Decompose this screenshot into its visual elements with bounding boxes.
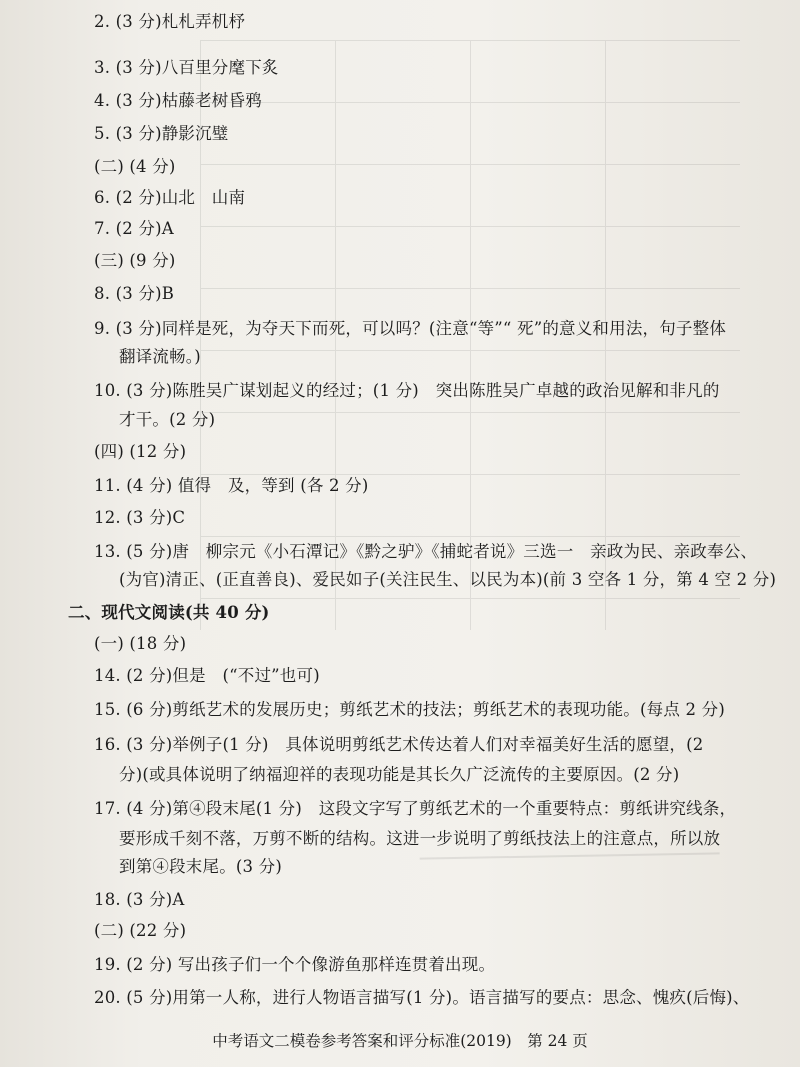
answer-line-17-cont-1: 要形成千刻不落，万剪不断的结构。这进一步说明了剪纸技法上的注意点，所以放 (119, 829, 721, 848)
section-heading-modern-1: (一) (18 分) (94, 634, 187, 653)
answer-line-17-cont-2: 到第④段末尾。(3 分) (119, 857, 283, 876)
answer-line-8: 8. (3 分)B (94, 284, 175, 303)
answer-line-9: 9. (3 分)同样是死，为夺天下而死，可以吗？(注意“等”“ 死”的意义和用法，句子整体 (94, 319, 727, 338)
answer-line-20: 20. (5 分)用第一人称，进行人物语言描写(1 分)。语言描写的要点：思念、愧疚(后悔)、 (94, 988, 750, 1007)
answer-line-7: 7. (2 分)A (94, 219, 174, 238)
section-heading-2: (二) (4 分) (94, 157, 176, 176)
answer-line-10-cont: 才干。(2 分) (119, 410, 216, 429)
section-heading-modern-2: (二) (22 分) (94, 921, 187, 940)
answer-line-13: 13. (5 分)唐 柳宗元《小石潭记》《黔之驴》《捕蛇者说》三选一 亲政为民、亲政奉公、 (94, 542, 758, 561)
show-through-heading (420, 852, 721, 899)
answer-line-10: 10. (3 分)陈胜吴广谋划起义的经过；(1 分) 突出陈胜吴广卓越的政治见解和非凡的 (94, 381, 720, 400)
answer-line-3: 3. (3 分)八百里分麾下炙 (94, 58, 279, 77)
answer-line-4: 4. (3 分)枯藤老树昏鸦 (94, 91, 262, 110)
answer-line-12: 12. (3 分)C (94, 508, 186, 527)
answer-line-5: 5. (3 分)静影沉璧 (94, 124, 229, 143)
answer-line-19: 19. (2 分) 写出孩子们一个个像游鱼那样连贯着出现。 (94, 955, 496, 974)
section-heading-4: (四) (12 分) (94, 442, 187, 461)
section-heading-3: (三) (9 分) (94, 251, 176, 270)
answer-line-15: 15. (6 分)剪纸艺术的发展历史；剪纸艺术的技法；剪纸艺术的表现功能。(每点 2 分) (94, 700, 725, 719)
answer-line-11: 11. (4 分) 值得 及，等到 (各 2 分) (94, 476, 369, 495)
answer-line-14: 14. (2 分)但是 (“不过”也可) (94, 666, 320, 685)
answer-line-16-cont: 分)(或具体说明了纳福迎祥的表现功能是其长久广泛流传的主要原因。(2 分) (119, 765, 680, 784)
answer-line-16: 16. (3 分)举例子(1 分) 具体说明剪纸艺术传达着人们对幸福美好生活的愿望，(2 (94, 735, 704, 754)
answer-line-6: 6. (2 分)山北 山南 (94, 188, 246, 207)
answer-line-18: 18. (3 分)A (94, 890, 185, 909)
answer-line-17: 17. (4 分)第④段末尾(1 分) 这段文字写了剪纸艺术的一个重要特点：剪纸讲究线条， (94, 799, 737, 818)
answer-line-13-cont: (为官)清正、(正直善良)、爱民如子(关注民生、以民为本)(前 3 空各 1 分，第 4 空 2 分) (119, 570, 777, 589)
answer-line-2: 2. (3 分)札札弄机杼 (94, 12, 246, 31)
page-footer: 中考语文二模卷参考答案和评分标准(2019) 第 24 页 (212, 1032, 588, 1050)
part-heading-modern-reading: 二、现代文阅读(共 40 分) (68, 603, 270, 622)
answer-line-9-cont: 翻译流畅。) (119, 347, 201, 366)
